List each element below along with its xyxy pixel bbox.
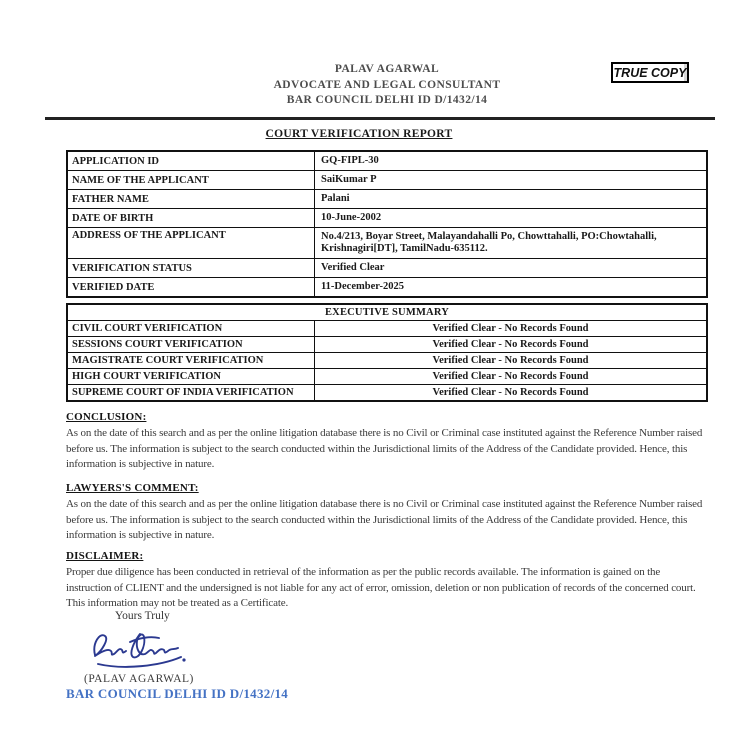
table-row — [68, 170, 706, 189]
row-value: SaiKumar P — [321, 173, 377, 185]
disclaimer-section — [66, 550, 708, 612]
row-value: Verified Clear - No Records Found — [432, 355, 589, 366]
row-value: Verified Clear — [321, 261, 385, 273]
signatory-name: (PALAV AGARWAL) — [84, 673, 194, 685]
row-value: GQ-FIPL-30 — [321, 154, 379, 166]
row-label: VERIFICATION STATUS — [68, 259, 315, 277]
table-row — [68, 384, 706, 400]
disclaimer-heading: DISCLAIMER: — [66, 550, 144, 562]
table-row — [68, 227, 706, 258]
table-row — [68, 320, 706, 336]
advocate-title: ADVOCATE AND LEGAL CONSULTANT — [273, 78, 501, 91]
row-value: Verified Clear - No Records Found — [432, 371, 589, 382]
conclusion-heading: CONCLUSION: — [66, 411, 147, 423]
table-row — [68, 189, 706, 208]
table-row — [68, 152, 706, 170]
row-value: 10-June-2002 — [321, 211, 382, 223]
header-divider-line — [45, 117, 715, 120]
table-row — [68, 258, 706, 277]
table-row — [68, 208, 706, 227]
advocate-name: PALAV AGARWAL — [334, 63, 440, 75]
row-label: DATE OF BIRTH — [68, 209, 315, 227]
table-row — [68, 368, 706, 384]
row-value: Palani — [321, 192, 350, 204]
table-row — [68, 336, 706, 352]
conclusion-section — [66, 411, 708, 473]
row-label: APPLICATION ID — [68, 152, 315, 170]
applicant-table — [66, 150, 708, 298]
row-value: Verified Clear - No Records Found — [432, 339, 589, 350]
signature-image — [88, 627, 200, 671]
row-value: Verified Clear - No Records Found — [432, 387, 589, 398]
row-value: 11-December-2025 — [321, 280, 404, 292]
row-label: ADDRESS OF THE APPLICANT — [68, 228, 315, 258]
conclusion-text: As on the date of this search and as per the online litigation database there is no Civil or Criminal case instituted against the Reference Number raised before us. The information is subject to the search conducted within the Jurisdictional limits of the Address of the Candidate provided. Hence, this information is subjective in nature. — [66, 427, 703, 470]
disclaimer-text: Proper due diligence has been conducted in retrieval of the information as per the public records available. The information is gained on the instruction of CLIENT and the undersigned is not liable for any act of error, omission, deletion or non publication of records of the concerned court. This information may not be treated as a Certificate. — [66, 566, 696, 609]
lawyers-comment-heading: LAWYERS'S COMMENT: — [66, 482, 199, 494]
row-label: HIGH COURT VERIFICATION — [68, 369, 315, 384]
table-row — [68, 352, 706, 368]
executive-summary-table — [66, 303, 708, 402]
lawyers-comment-section — [66, 482, 708, 544]
row-label: FATHER NAME — [68, 190, 315, 208]
row-value: Verified Clear - No Records Found — [432, 323, 589, 334]
row-label: SUPREME COURT OF INDIA VERIFICATION — [68, 385, 315, 400]
signatory-bar-council-id: BAR COUNCIL DELHI ID D/1432/14 — [66, 686, 289, 701]
row-value: No.4/213, Boyar Street, Malayandahalli Po, Chowttahalli, PO:Chowtahalli, Krishnagiri[DT], TamilNadu-635112. — [321, 230, 657, 254]
row-label: CIVIL COURT VERIFICATION — [68, 321, 315, 336]
row-label: VERIFIED DATE — [68, 278, 315, 296]
executive-summary-heading: EXECUTIVE SUMMARY — [324, 307, 450, 318]
row-label: MAGISTRATE COURT VERIFICATION — [68, 353, 315, 368]
true-copy-label: TRUE COPY — [613, 65, 687, 80]
salutation: Yours Truly — [115, 610, 170, 622]
row-label: NAME OF THE APPLICANT — [68, 171, 315, 189]
page-title: COURT VERIFICATION REPORT — [265, 128, 453, 140]
row-label: SESSIONS COURT VERIFICATION — [68, 337, 315, 352]
lawyers-comment-text: As on the date of this search and as per the online litigation database there is no Civil or Criminal case instituted against the Reference Number raised before us. The information is subject to the search conducted within the Jurisdictional limits of the Address of the Candidate provided. Hence, this information is subjective in nature. — [66, 498, 703, 541]
true-copy-stamp — [611, 62, 689, 83]
table-row — [68, 277, 706, 296]
advocate-bar-id: BAR COUNCIL DELHI ID D/1432/14 — [286, 94, 488, 106]
